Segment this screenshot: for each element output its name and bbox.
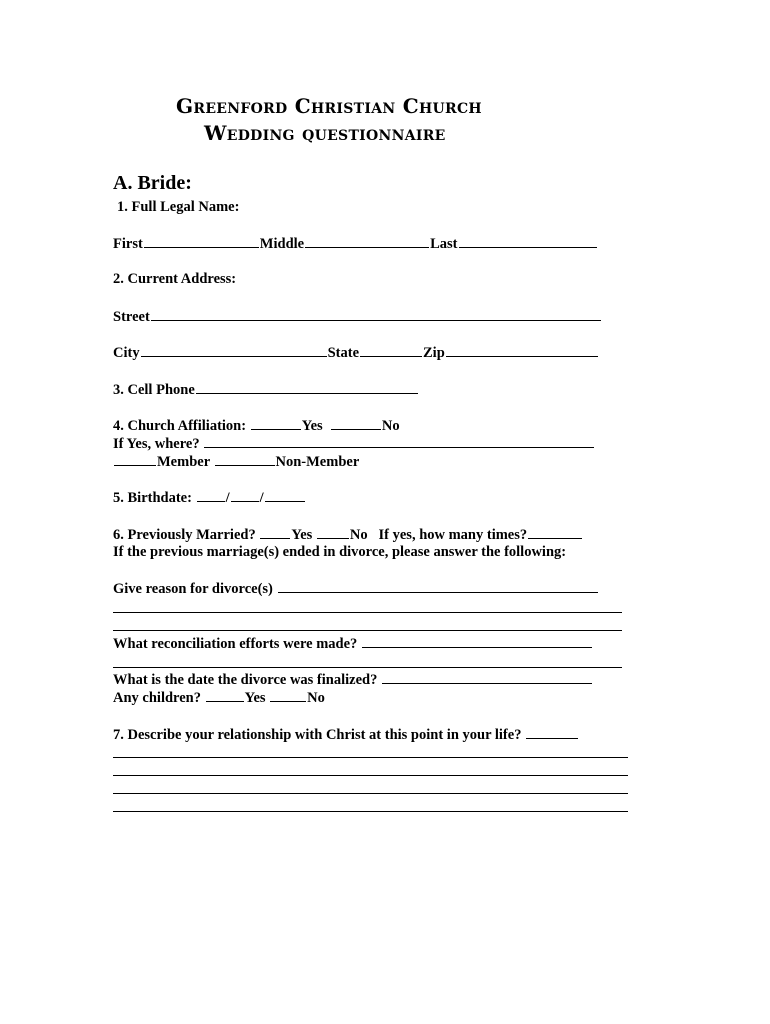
divorce-reason-line-3[interactable] (113, 630, 622, 631)
q7-relationship-with-christ: 7. Describe your relationship with Christ at this point in your life? (113, 725, 579, 744)
reconciliation-field[interactable] (362, 634, 592, 648)
affiliation-yes-field[interactable] (251, 416, 301, 430)
relationship-line-4[interactable] (113, 793, 628, 794)
last-name-field[interactable] (459, 234, 597, 248)
church-where-field[interactable] (204, 434, 594, 448)
city-row: City State Zip (113, 343, 599, 362)
divorce-reason-row: Give reason for divorce(s) (113, 579, 599, 598)
first-name-field[interactable] (144, 234, 259, 248)
children-yes-field[interactable] (206, 688, 244, 702)
city-field[interactable] (141, 343, 327, 357)
zip-field[interactable] (446, 343, 598, 357)
q2-current-address: 2. Current Address: (113, 271, 237, 287)
membership-row: Member Non-Member (113, 452, 359, 471)
middle-name-field[interactable] (305, 234, 429, 248)
married-no-field[interactable] (317, 525, 349, 539)
relationship-field[interactable] (526, 725, 578, 739)
married-yes-field[interactable] (260, 525, 290, 539)
birth-year-field[interactable] (265, 488, 305, 502)
relationship-line-3[interactable] (113, 775, 628, 776)
relationship-line-2[interactable] (113, 757, 628, 758)
times-married-field[interactable] (528, 525, 582, 539)
children-no-field[interactable] (270, 688, 306, 702)
divorce-date-field[interactable] (382, 670, 592, 684)
divorce-finalized-row: What is the date the divorce was finalized? (113, 670, 593, 689)
non-member-field[interactable] (215, 452, 275, 466)
street-row: Street (113, 307, 602, 326)
cell-phone-field[interactable] (196, 380, 418, 394)
birth-day-field[interactable] (231, 488, 259, 502)
street-field[interactable] (151, 307, 601, 321)
divorce-reason-line-2[interactable] (113, 612, 622, 613)
form-title: Wedding questionnaire (204, 121, 446, 145)
state-field[interactable] (360, 343, 422, 357)
reconciliation-line-2[interactable] (113, 667, 622, 668)
name-row: First Middle Last (113, 234, 598, 253)
divorce-note: If the previous marriage(s) ended in divorce, please answer the following: (113, 544, 567, 560)
section-bride-heading: A. Bride: (113, 172, 192, 194)
church-name: Greenford Christian Church (176, 94, 482, 118)
birth-month-field[interactable] (197, 488, 225, 502)
relationship-line-5[interactable] (113, 811, 628, 812)
affiliation-no-field[interactable] (331, 416, 381, 430)
children-row: Any children? Yes No (113, 690, 325, 706)
reconciliation-row: What reconciliation efforts were made? (113, 634, 593, 653)
q4-church-affiliation: 4. Church Affiliation: Yes No (113, 418, 400, 434)
if-yes-where-row: If Yes, where? (113, 434, 595, 453)
q1-full-legal-name: 1. Full Legal Name: (117, 199, 240, 215)
q6-previously-married: 6. Previously Married? Yes No If yes, how many times? (113, 525, 583, 544)
q3-cell-phone: 3. Cell Phone (113, 380, 419, 399)
member-field[interactable] (114, 452, 156, 466)
q5-birthdate: 5. Birthdate: / / (113, 488, 306, 507)
divorce-reason-field[interactable] (278, 579, 598, 593)
